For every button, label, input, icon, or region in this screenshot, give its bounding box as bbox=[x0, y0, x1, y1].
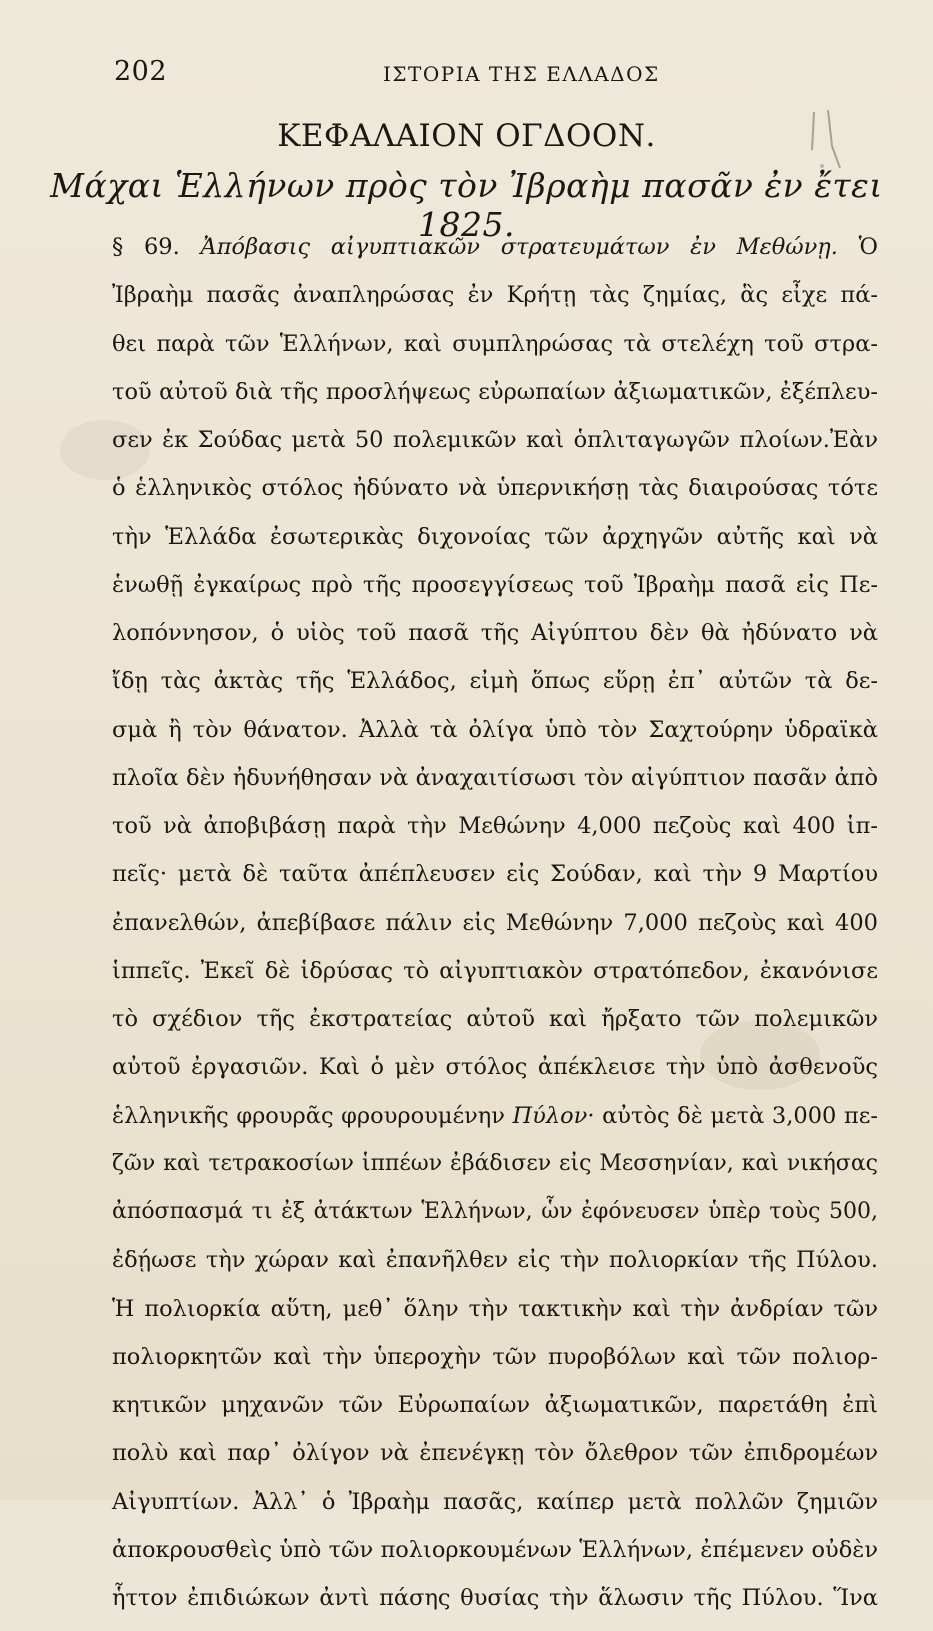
text-line: ἀπόσπασμά τι ἐξ ἀτάκτων Ἑλλήνων, ὧν ἐφόνευσεν ὑπὲρ τοὺς 500, bbox=[112, 1199, 878, 1224]
text-line bbox=[112, 232, 878, 280]
text-line: τοῦ νὰ ἀποβιβάσῃ παρὰ τὴν Μεθώνην 4,000 πεζοὺς καὶ 400 ἱπ- bbox=[112, 813, 878, 839]
text-line: πεῖς· μετὰ δὲ ταῦτα ἀπέπλευσεν εἰς Σούδαν, καὶ τὴν 9 Μαρτίου bbox=[112, 861, 878, 888]
text-line: ἀποκρουσθεὶς ὑπὸ τῶν πολιορκουμένων Ἑλλήνων, ἐπέμενεν οὐδὲν bbox=[112, 1536, 878, 1563]
text-line: ἑνωθῇ ἐγκαίρως πρὸ τῆς προσεγγίσεως τοῦ Ἰβραὴμ πασᾶ εἰς Πε- bbox=[112, 571, 878, 598]
section-heading: Ἀπόβασις αἰγυπτιακῶν στρατευμάτων ἐν Μεθώνῃ. bbox=[200, 234, 838, 260]
text-line: τοῦ αὐτοῦ διὰ τῆς προσλήψεως εὐρωπαίων ἀξιωματικῶν, ἐξέπλευ- bbox=[112, 378, 878, 405]
running-title: ΙΣΤΟΡΙΑ ΤΗΣ ΕΛΛΑΔΟΣ bbox=[383, 62, 660, 86]
text-line: πλοῖα δὲν ἠδυνήθησαν νὰ ἀναχαιτίσωσι τὸν αἰγύπτιον πασᾶν ἀπὸ bbox=[112, 764, 878, 791]
text-line: τὴν Ἑλλάδα ἐσωτερικὰς διχονοίας τῶν ἀρχηγῶν αὐτῆς καὶ νὰ bbox=[112, 523, 878, 550]
text-line: σμὰ ἢ τὸν θάνατον. Ἀλλὰ τὰ ὀλίγα ὑπὸ τὸν Σαχτούρην ὑδραϊκὰ bbox=[112, 716, 878, 743]
text-line: αὐτοῦ ἐργασιῶν. Καὶ ὁ μὲν στόλος ἀπέκλεισε τὴν ὑπὸ ἀσθενοῦς bbox=[112, 1054, 878, 1081]
line-fragment: αὐτὸς δὲ μετὰ 3,000 πε- bbox=[602, 1102, 878, 1129]
text-line: θει παρὰ τῶν Ἑλλήνων, καὶ συμπληρώσας τὰ στελέχη τοῦ στρα- bbox=[112, 330, 878, 357]
text-line: ὁ ἑλληνικὸς στόλος ἠδύνατο νὰ ὑπερνικήσῃ τὰς διαιρούσας τότε bbox=[112, 475, 878, 502]
text-line bbox=[112, 1101, 878, 1149]
chapter-title: ΚΕΦΑΛΑΙΟΝ ΟΓΔΟΟΝ. bbox=[277, 118, 656, 154]
chapter-subtitle: Μάχαι Ἑλλήνων πρὸς τὸν Ἰβραὴμ πασᾶν ἐν ἔτει 1825. bbox=[50, 166, 883, 244]
text-line: κητικῶν μηχανῶν τῶν Εὐρωπαίων ἀξιωματικῶν, παρετάθη ἐπὶ bbox=[112, 1392, 878, 1418]
text-line: ἴδῃ τὰς ἀκτὰς τῆς Ἑλλάδος, εἰμὴ ὅπως εὕρῃ ἐπ᾽ αὐτῶν τὰ δε- bbox=[112, 668, 878, 695]
text-line: ἱππεῖς. Ἐκεῖ δὲ ἱδρύσας τὸ αἰγυπτιακὸν στρατόπεδον, ἐκανόνισε bbox=[112, 957, 878, 984]
line-fragment: ἑλληνικῆς φρουρᾶς φρουρουμένην bbox=[112, 1102, 505, 1129]
text-line: λοπόννησον, ὁ υἱὸς τοῦ πασᾶ τῆς Αἰγύπτου δὲν θὰ ἠδύνατο νὰ bbox=[112, 620, 878, 646]
text-line: ἐδῄωσε τὴν χώραν καὶ ἐπανῆλθεν εἰς τὴν πολιορκίαν τῆς Πύλου. bbox=[112, 1247, 878, 1274]
text-line: ἐπανελθών, ἀπεβίβασε πάλιν εἰς Μεθώνην 7,000 πεζοὺς καὶ 400 bbox=[112, 909, 878, 936]
section-mark: § 69. bbox=[112, 234, 180, 260]
text-line: ἧττον ἐπιδιώκων ἀντὶ πάσης θυσίας τὴν ἅλωσιν τῆς Πύλου. Ἵνα bbox=[112, 1585, 878, 1611]
text-line: πολιορκητῶν καὶ τὴν ὑπεροχὴν τῶν πυροβόλων καὶ τῶν πολιορ- bbox=[112, 1343, 878, 1370]
text-line: Αἰγυπτίων. Ἀλλ᾽ ὁ Ἰβραὴμ πασᾶς, καίπερ μετὰ πολλῶν ζημιῶν bbox=[112, 1488, 878, 1515]
text-line: πολὺ καὶ παρ᾽ ὀλίγον νὰ ἐπενέγκῃ τὸν ὄλεθρον τῶν ἐπιδρομέων bbox=[112, 1440, 878, 1467]
body-text bbox=[112, 232, 878, 1631]
page-number: 202 bbox=[114, 56, 168, 87]
text-line: Ἡ πολιορκία αὕτη, μεθ᾽ ὅλην τὴν τακτικὴν καὶ τὴν ἀνδρίαν τῶν bbox=[112, 1295, 878, 1322]
text-line: ζῶν καὶ τετρακοσίων ἱππέων ἐβάδισεν εἰς Μεσσηνίαν, καὶ νικήσας bbox=[112, 1150, 878, 1176]
text-line: σεν ἐκ Σούδας μετὰ 50 πολεμικῶν καὶ ὁπλιταγωγῶν πλοίων.Ἐὰν bbox=[112, 427, 878, 453]
place-name-pylos: Πύλον· bbox=[512, 1102, 595, 1129]
text-line: Ἰβραὴμ πασᾶς ἀναπληρώσας ἐν Κρήτῃ τὰς ζημίας, ἃς εἶχε πά- bbox=[112, 282, 878, 309]
text-line: τὸ σχέδιον τῆς ἐκστρατείας αὐτοῦ καὶ ἤρξατο τῶν πολεμικῶν bbox=[112, 1006, 878, 1032]
line-fragment: Ὁ bbox=[858, 234, 879, 260]
